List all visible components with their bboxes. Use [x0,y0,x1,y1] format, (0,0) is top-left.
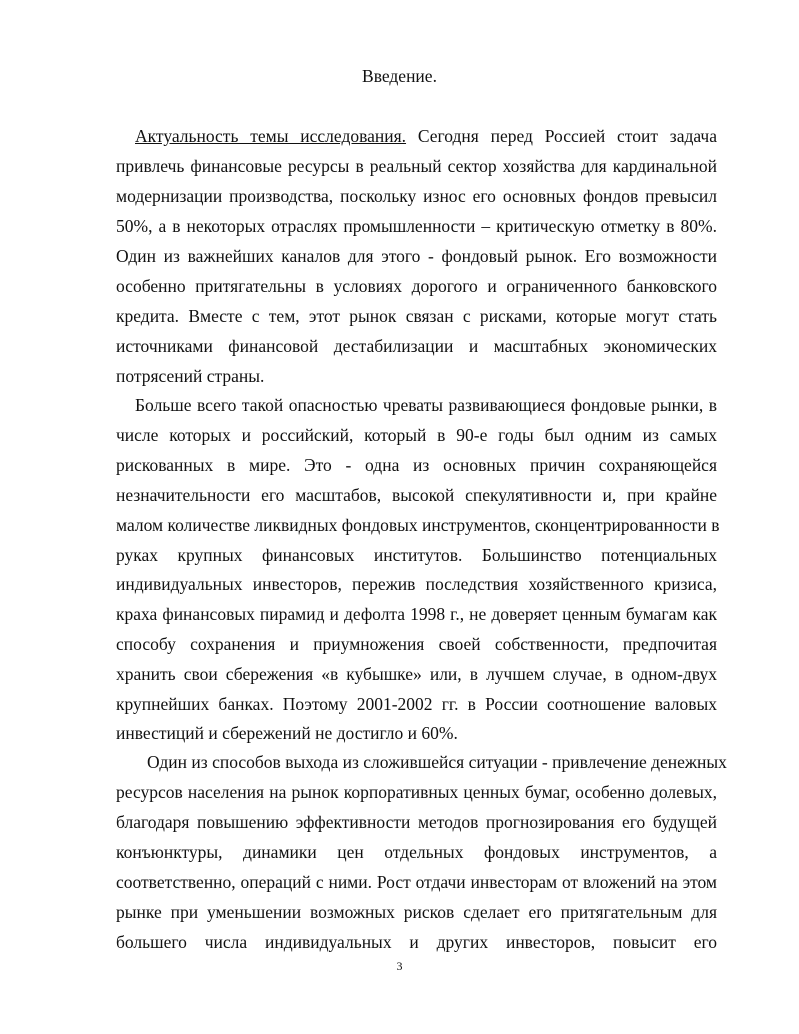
paragraph-3-line-6: рынке при уменьшении возможных рисков сделает его притягательным для [116,902,717,922]
paragraph-2-line-8: краха финансовых пирамид и дефолта 1998 г., не доверяет ценным бумагам как [116,604,717,624]
paragraph-1-line-1-text: Сегодня перед Россией стоит задача [406,126,717,146]
paragraph-2-line-9: способу сохранения и приумножения своей собственности, предпочитая [116,634,717,654]
paragraph-2-line-11: крупнейших банках. Поэтому 2001-2002 гг. в России соотношение валовых [116,694,717,714]
paragraph-2-line-2: числе которых и российский, который в 90-е годы был одним из самых [116,425,717,445]
page-title: Введение. [362,66,437,86]
paragraph-3-line-7: большего числа индивидуальных и других инвесторов, повысит его [116,932,717,952]
paragraph-2-line-10: хранить свои сбережения «в кубышке» или, в лучшем случае, в одном-двух [116,664,717,684]
paragraph-2-line-6: руках крупных финансовых институтов. Большинство потенциальных [116,545,717,565]
paragraph-1-line-5: Один из важнейших каналов для этого - фондовый рынок. Его возможности [116,246,717,266]
paragraph-1-line-9: потрясений страны. [116,366,265,386]
paragraph-1-line-8: источниками финансовой дестабилизации и масштабных экономических [116,336,717,356]
paragraph-3-line-1: Один из способов выхода из сложившейся ситуации - привлечение денежных [147,752,727,772]
paragraph-1-line-7: кредита. Вместе с тем, этот рынок связан с рисками, которые могут стать [116,306,717,326]
paragraph-1-line-1 [135,121,717,151]
paragraph-2-line-7: индивидуальных инвесторов, пережив последствия хозяйственного кризиса, [116,574,717,594]
paragraph-3-line-2: ресурсов населения на рынок корпоративных ценных бумаг, особенно долевых, [116,782,717,802]
paragraph-1-line-2: привлечь финансовые ресурсы в реальный сектор хозяйства для кардинальной [116,156,717,176]
page-number: 3 [396,959,403,973]
paragraph-1-line-4: 50%, а в некоторых отраслях промышленности – критическую отметку в 80%. [116,216,717,236]
paragraph-3-line-5: соответственно, операций с ними. Рост отдачи инвесторам от вложений на этом [116,872,717,892]
paragraph-1-line-3: модернизации производства, поскольку износ его основных фондов превысил [116,186,717,206]
paragraph-3-line-4: конъюнктуры, динамики цен отдельных фондовых инструментов, а [116,842,717,862]
paragraph-2-line-3: рискованных в мире. Это - одна из основных причин сохраняющейся [116,455,717,475]
paragraph-3-line-3: благодаря повышению эффективности методов прогнозирования его будущей [116,812,717,832]
section-heading: Актуальность темы исследования. [135,126,407,146]
paragraph-1-line-6: особенно притягательны в условиях дорогого и ограниченного банковского [116,276,717,296]
paragraph-2-line-1: Больше всего такой опасностью чреваты развивающиеся фондовые рынки, в [135,395,717,415]
paragraph-2-line-4: незначительности его масштабов, высокой спекулятивности и, при крайне [116,485,717,505]
paragraph-2-line-12: инвестиций и сбережений не достигло и 60%. [116,723,458,743]
paragraph-2-line-5: малом количестве ликвидных фондовых инструментов, сконцентрированности в [116,515,720,535]
